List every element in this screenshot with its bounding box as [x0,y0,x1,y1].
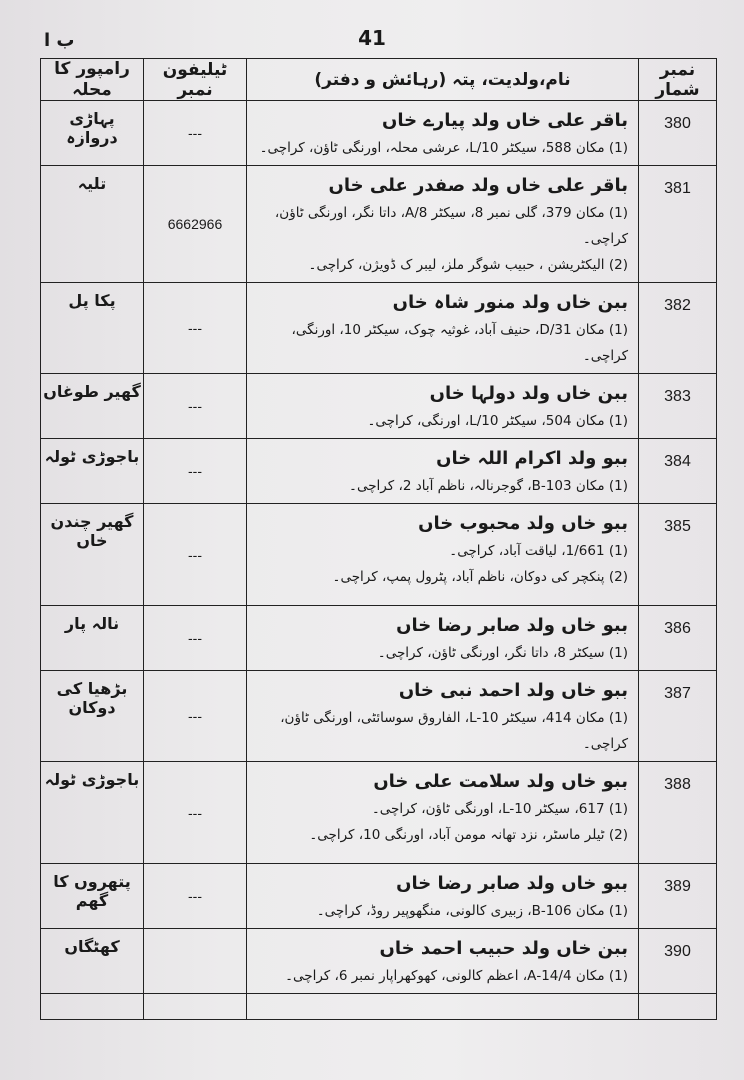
header-row [41,59,717,101]
empty-cell [247,994,639,1020]
person-name: ببن خاں ولد دولہا خاں [429,383,628,404]
person-name: ببو خاں ولد احمد نبی خاں [398,680,628,701]
address-line: (1) 1/661، لیاقت آباد، کراچی۔ [449,543,628,559]
phone-cell [144,439,247,504]
phone-number: --- [188,463,202,479]
name-address-cell [247,929,639,994]
table-row [41,283,717,374]
empty-cell [41,994,144,1020]
phone-number: --- [188,546,202,563]
table-row [41,439,717,504]
phone-cell [144,606,247,671]
person-name: ببو ولد اکرام اللہ خاں [436,448,628,469]
serial-number: 386 [639,606,717,671]
name-address-cell [247,762,639,864]
serial-number: 383 [639,374,717,439]
name-address-cell [247,283,639,374]
empty-cell [144,994,247,1020]
address-line: (1) مکان 588، سیکٹر L/10، عرشی محلہ، اورنگی ٹاؤن، کراچی۔ [259,140,628,156]
address-line: (2) الیکٹریشن ، حبیب شوگر ملز، لیبر ک ڈویژن، کراچی۔ [308,257,628,273]
mohalla-name: بڑھیا کی دوکان [41,671,144,762]
table-row [41,929,717,994]
mohalla-name: کھٹگاں [41,929,144,994]
phone-number: --- [188,320,202,336]
header-mohalla: رامپور کا محلہ [41,59,144,101]
address-line: (2) پنکچر کی دوکان، ناظم آباد، پٹرول پمپ، کراچی۔ [332,569,628,585]
serial-number: 389 [639,864,717,929]
table-row [41,671,717,762]
name-address-cell [247,374,639,439]
empty-row [41,994,717,1020]
header-phone: ٹیلیفون نمبر [144,59,247,101]
person-name: ببو خاں ولد صابر رضا خاں [396,873,628,894]
serial-number: 382 [639,283,717,374]
name-address-cell [247,864,639,929]
name-address-cell [247,606,639,671]
serial-number: 385 [639,504,717,606]
mohalla-name: گھیر طوغاں [41,374,144,439]
name-address-cell [247,439,639,504]
table-row [41,864,717,929]
name-address-cell [247,101,639,166]
mohalla-name: تلیہ [41,166,144,283]
register-body [41,101,717,1020]
mohalla-name: پکا پل [41,283,144,374]
phone-cell [144,671,247,762]
register-table [40,58,717,1020]
header-serial: نمبر شمار [639,59,717,101]
phone-cell [144,101,247,166]
phone-number: --- [188,804,202,821]
table-row [41,606,717,671]
table-row [41,504,717,606]
person-name: ببو خاں ولد محبوب خاں [418,513,628,534]
person-name: ببن خاں ولد حبیب احمد خاں [379,938,628,959]
address-line: (1) مکان 379، گلی نمبر 8، سیکٹر A/8، داتا نگر، اورنگی ٹاؤن، کراچی۔ [274,205,628,247]
page-mark: ب ا [44,30,75,51]
table-row [41,166,717,283]
serial-number: 380 [639,101,717,166]
address-line: (1) مکان 414، سیکٹر L-10، الفاروق سوسائٹی، اورنگی ٹاؤن، کراچی۔ [280,710,628,752]
phone-cell [144,762,247,864]
person-name: ببو خاں ولد سلامت علی خاں [373,771,628,792]
phone-cell [144,864,247,929]
name-address-cell [247,166,639,283]
mohalla-name: باجوڑی ٹولہ [41,762,144,864]
page-number: 41 [358,26,386,50]
mohalla-name: گھیر چندن خاں [41,504,144,606]
phone-cell [144,929,247,994]
table-row [41,762,717,864]
table-row [41,374,717,439]
phone-number: --- [188,630,202,646]
person-name: باقر علی خاں ولد صفدر علی خاں [328,175,628,196]
serial-number: 388 [639,762,717,864]
person-name: باقر علی خاں ولد پیارے خاں [382,110,628,131]
name-address-cell [247,671,639,762]
address-line: (1) مکان 504، سیکٹر L/10، اورنگی، کراچی۔ [367,413,628,429]
address-line: (1) سیکٹر 8، داتا نگر، اورنگی ٹاؤن، کراچی۔ [377,645,628,661]
serial-number: 381 [639,166,717,283]
serial-number: 387 [639,671,717,762]
empty-cell [639,994,717,1020]
phone-number: --- [188,888,202,904]
phone-number: 6662966 [167,216,223,232]
address-line: (1) 617، سیکٹر L-10، اورنگی ٹاؤن، کراچی۔ [371,801,628,817]
address-line: (1) مکان D/31، حنیف آباد، غوثیہ چوک، سیکٹر 10، اورنگی، کراچی۔ [291,322,628,364]
phone-cell [144,283,247,374]
address-line: (1) مکان B-103، گوجرنالہ، ناظم آباد 2، کراچی۔ [349,478,628,494]
phone-cell [144,166,247,283]
serial-number: 384 [639,439,717,504]
name-address-cell [247,504,639,606]
phone-number: --- [188,398,202,414]
person-name: ببو خاں ولد صابر رضا خاں [396,615,628,636]
mohalla-name: پہاڑی دروازہ [41,101,144,166]
mohalla-name: نالہ پار [41,606,144,671]
address-line: (2) ٹیلر ماسٹر، نزد تھانہ مومن آباد، اورنگی 10، کراچی۔ [309,827,628,843]
address-line: (1) مکان 14/4-A، اعظم کالونی، کھوکھراپار نمبر 6، کراچی۔ [285,968,628,984]
address-line: (1) مکان B-106، زبیری کالونی، منگھوپیر روڈ، کراچی۔ [316,903,628,919]
phone-cell [144,504,247,606]
person-name: ببن خاں ولد منور شاہ خاں [392,292,628,313]
header-name: نام،ولدیت، پتہ (رہائش و دفتر) [247,59,639,101]
mohalla-name: باجوڑی ٹولہ [41,439,144,504]
serial-number: 390 [639,929,717,994]
mohalla-name: پتھروں کا گھم [41,864,144,929]
phone-number: --- [188,125,202,141]
table-row [41,101,717,166]
phone-cell [144,374,247,439]
phone-number: --- [188,708,202,724]
